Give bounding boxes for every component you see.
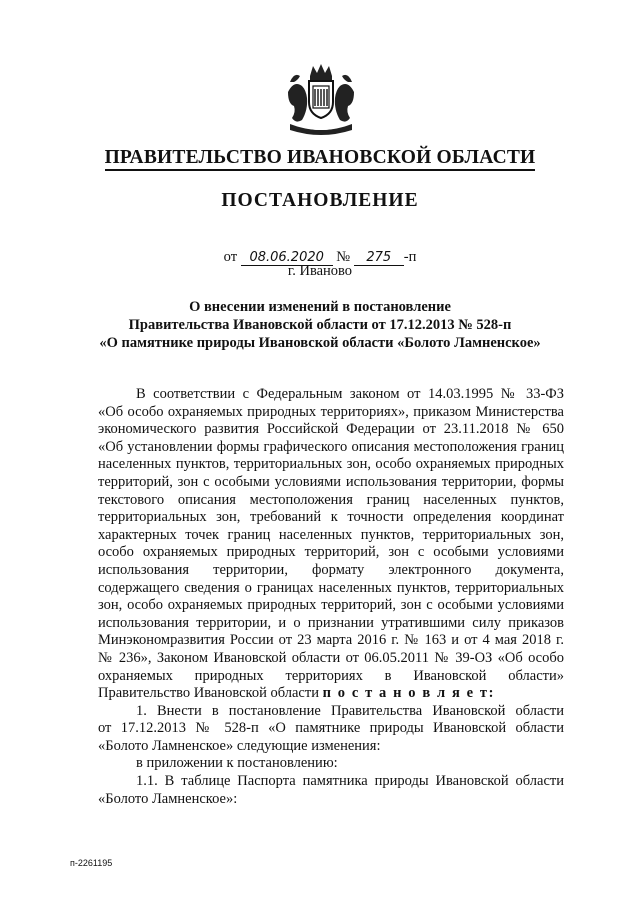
body-line: характерных точек границ населенных пунктов, территориальных зон, xyxy=(98,526,564,543)
item-line: 1. Внести в постановление Правительства Ивановской области xyxy=(136,702,564,719)
city: г. Иваново xyxy=(287,263,353,279)
decree-word: п о с т а н о в л я е т: xyxy=(322,685,496,702)
government-title: ПРАВИТЕЛЬСТВО ИВАНОВСКОЙ ОБЛАСТИ xyxy=(0,147,640,169)
body-line: № 236», Законом Ивановской области от 06.05.2011 № 39-ОЗ «Об особо xyxy=(98,649,564,666)
body-line: «Об установлении формы графического описания местоположения границ xyxy=(98,438,564,455)
item-line: «Болото Ламненское»: xyxy=(98,790,238,807)
item-line: «Болото Ламненское» следующие изменения: xyxy=(98,737,381,754)
document-date: 08.06.2020 xyxy=(241,250,333,266)
subject-line: «О памятнике природы Ивановской области «Болото Ламненское» xyxy=(99,335,541,351)
body-line: охраняемых природных территориях в Ивановской области» xyxy=(98,667,564,684)
decree-line xyxy=(98,685,564,703)
item-line: от 17.12.2013 № 528-п «О памятнике природы Ивановской области xyxy=(98,720,564,737)
body-line: особо охраняемых природных территорий, зон с особыми условиями xyxy=(98,544,564,561)
body-line: территориальных зон, требований к точности определения координат xyxy=(98,509,564,526)
document-subject xyxy=(0,298,640,352)
subject-line: Правительства Ивановской области от 17.12.2013 № 528-п xyxy=(128,317,512,333)
body-line: В соответствии с Федеральным законом от 14.03.1995 № 33-ФЗ xyxy=(136,386,564,402)
body-line: территорий, зон с особыми условиями использования территории, формы xyxy=(98,473,564,490)
appendix-line: в приложении к постановлению: xyxy=(136,755,338,772)
date-prefix: от xyxy=(223,249,238,265)
preamble-paragraph xyxy=(98,386,564,808)
coat-of-arms-icon xyxy=(280,62,362,140)
body-line: зон, особо охраняемых природных территорий, зон с особыми условиями xyxy=(98,597,564,614)
body-line: использования территории, и о признании утратившими силу приказов xyxy=(98,614,564,631)
body-line: содержащего сведения о границах населенных пунктов, территориальных xyxy=(98,579,564,596)
body-line: населенных пунктов, территориальных зон, особо охраняемых природных xyxy=(98,456,564,473)
document-number: 275 xyxy=(354,250,404,266)
number-suffix: -п xyxy=(403,249,417,265)
body-line-start: Правительство Ивановской области xyxy=(98,685,319,702)
body-line: текстового описания местоположения границ населенных пунктов, xyxy=(98,491,564,508)
document-code: п-2261195 xyxy=(70,858,113,868)
number-prefix: № xyxy=(336,249,351,265)
subject-line: О внесении изменений в постановление xyxy=(189,299,451,315)
body-line: Минэкономразвития России от 23 марта 2016 г. № 163 и от 4 мая 2018 г. xyxy=(98,632,564,649)
body-line: использования территории, формату электронного документа, xyxy=(98,561,564,578)
body-line: экономического развития Российской Федерации от 23.11.2018 № 650 xyxy=(98,421,564,438)
item-line: 1.1. В таблице Паспорта памятника природы Ивановской области xyxy=(136,773,564,790)
document-type: ПОСТАНОВЛЕНИЕ xyxy=(221,190,419,211)
body-line: «Об особо охраняемых природных территориях», приказом Министерства xyxy=(98,403,564,420)
